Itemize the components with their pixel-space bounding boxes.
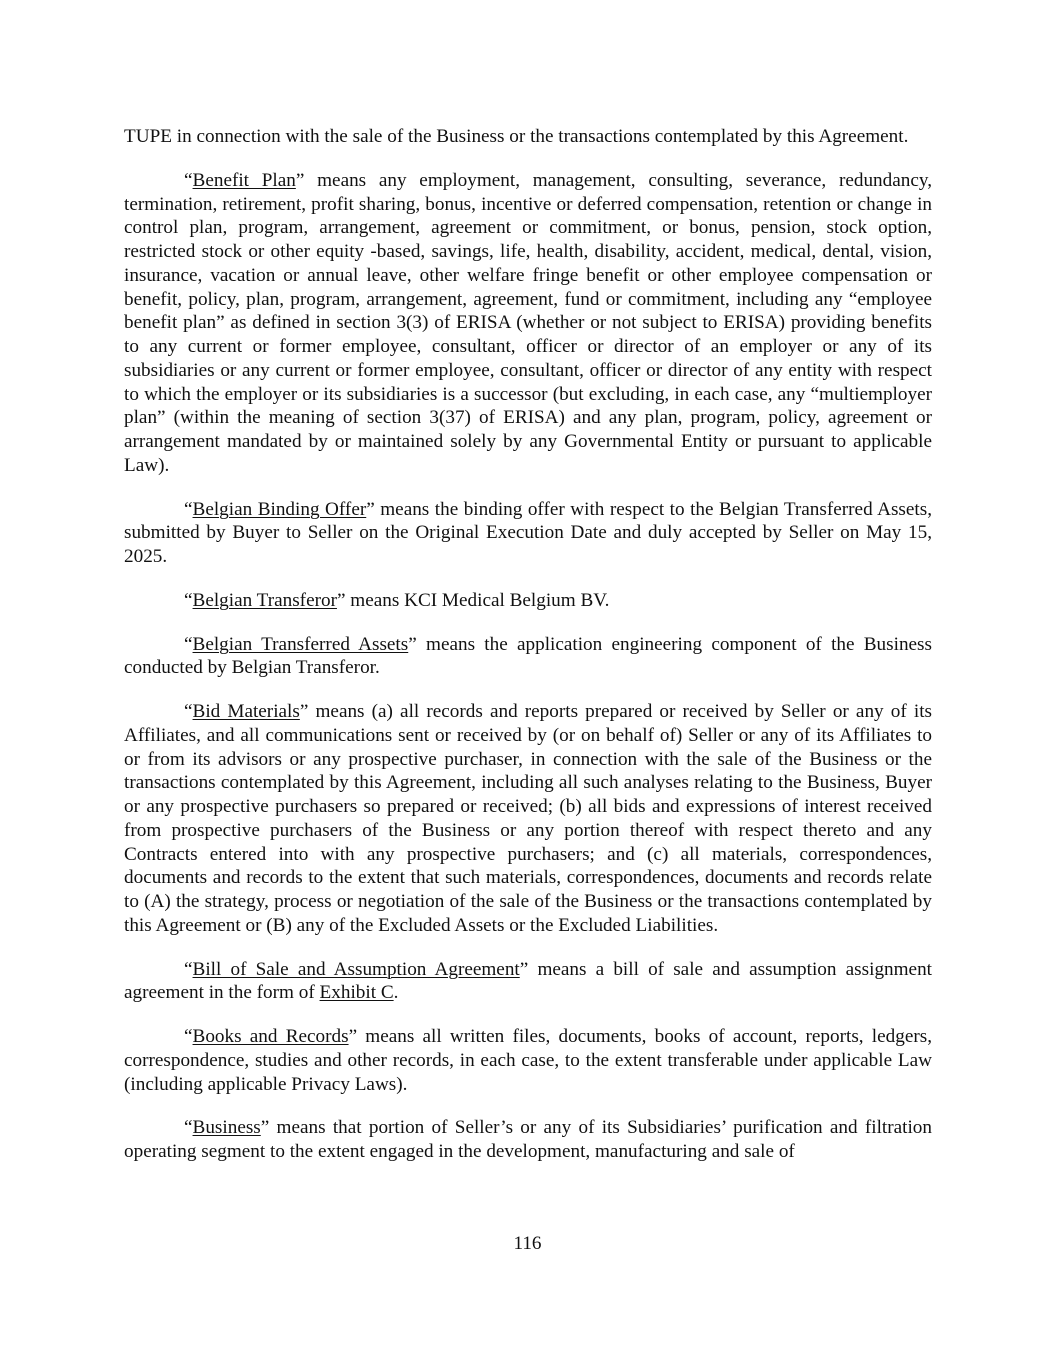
exhibit-c-link[interactable]: Exhibit C xyxy=(319,982,394,1004)
defined-term: Benefit Plan xyxy=(192,169,296,191)
document-page xyxy=(124,125,932,1184)
definition-body: means (a) all records and reports prepared or received by Seller or any of its Affiliates, and all communications sent or received by (or on behalf of) Seller or any of its Affiliates to or from its advisors or any prospective purchaser, in connection with the sale of the Business or the transactions contemplated by this Agreement, including all such analyses relating to the Business, Buyer or any prospective purchasers so prepared or received; (b) all bids and expressions of interest received from prospective purchasers of the Business or any portion thereof with respect thereto and any Contracts entered into with any prospective purchasers; and (c) all materials, correspondences, documents and records to the extent that such materials, correspondences, documents and records relate to (A) the strategy, process or negotiation of the sale of the Business or the transactions contemplated by this Agreement or (B) any of the Excluded Assets or the Excluded Liabilities. xyxy=(124,701,932,936)
definition-belgian-transferred-assets: “Belgian Transferred Assets” means the application engineering component of the Business conducted by Belgian Transferor. xyxy=(124,633,932,679)
definition-bill-of-sale: “Bill of Sale and Assumption Agreement” means a bill of sale and assumption assignment agreement in the form of Exhibit C. xyxy=(124,958,932,1004)
definition-body: means the binding offer with respect to the Belgian Transferred Assets, submitted by Buyer to Seller on the Original Execution Date and duly accepted by Seller on May 15, 2025. xyxy=(124,498,932,567)
defined-term: Books and Records xyxy=(192,1026,349,1047)
defined-term: Bid Materials xyxy=(192,701,300,722)
definition-body: means that portion of Seller’s or any of its Subsidiaries’ purification and filtration operating segment to the extent engaged in the development, manufacturing and sale of xyxy=(124,1117,932,1162)
defined-term: Belgian Transferor xyxy=(192,589,337,611)
definition-business: “Business” means that portion of Seller’s or any of its Subsidiaries’ purification and filtration operating segment to the extent engaged in the development, manufacturing and sale of xyxy=(124,1117,932,1162)
definition-body: means a bill of sale and assumption assignment agreement in the form of xyxy=(124,958,932,1004)
defined-term: Belgian Binding Offer xyxy=(192,498,367,520)
defined-term: Belgian Transferred Assets xyxy=(192,633,409,655)
definition-benefit-plan: “Benefit Plan” means any employment, management, consulting, severance, redundancy, termination, retirement, profit sharing, bonus, incentive or deferred compensation, retention or change in control plan, program, arrangement, agreement or commitment, or bonus, pension, stock option, restricted stock or other equity -based, savings, life, health, disability, accident, medical, dental, vision, insurance, vacation or annual leave, other welfare fringe benefit or other employee compensation or benefit, policy, plan, program, arrangement, agreement, fund or commitment, including any “employee benefit plan” as defined in section 3(3) of ERISA (whether or not subject to ERISA) providing benefits to any current or former employee, consultant, officer or director of an employer or any of its subsidiaries or any current or former employee, consultant, officer or director of any entity with respect to which the employer or its subsidiaries is a successor (but excluding, in each case, any “multiemployer plan” (within the meaning of section 3(37) of ERISA) and any plan, program, policy, agreement or arrangement mandated by or maintained solely by any Governmental Entity or pursuant to applicable Law). xyxy=(124,169,932,476)
definition-tail: . xyxy=(393,982,399,1004)
definition-bid-materials: “Bid Materials” means (a) all records and reports prepared or received by Seller or any of its Affiliates, and all communications sent or received by (or on behalf of) Seller or any of its Affiliates to or from its advisors or any prospective purchaser, in connection with the sale of the Business or the transactions contemplated by this Agreement, including all such analyses relating to the Business, Buyer or any prospective purchasers so prepared or received; (b) all bids and expressions of interest received from prospective purchasers of the Business or any portion thereof with respect thereto and any Contracts entered into with any prospective purchasers; and (c) all materials, correspondences, documents and records to the extent that such materials, correspondences, documents and records relate to (A) the strategy, process or negotiation of the sale of the Business or the transactions contemplated by this Agreement or (B) any of the Excluded Assets or the Excluded Liabilities. xyxy=(124,701,932,936)
defined-term: Business xyxy=(192,1117,261,1139)
definition-body: means any employment, management, consulting, severance, redundancy, termination, retirement, profit sharing, bonus, incentive or deferred compensation, retention or change in control plan, program, arrangement, agreement or commitment, or bonus, pension, stock option, restricted stock or other equity -based, savings, life, health, disability, accident, medical, dental, vision, insurance, vacation or annual leave, other welfare fringe benefit or other employee compensation or benefit, policy, plan, program, arrangement, agreement, fund or commitment, including any “employee benefit plan” as defined in section 3(3) of ERISA (whether or not subject to ERISA) providing benefits to any current or former employee, consultant, officer or director of an employer or any of its subsidiaries or any current or former employee, consultant, officer or director of any entity with respect to which the employer or its subsidiaries is a successor (but excluding, in each case, any “multiemployer plan” (within the meaning of section 3(37) of ERISA) and any plan, program, policy, agreement or arrangement mandated by or maintained solely by any Governmental Entity or pursuant to applicable Law). xyxy=(124,169,932,476)
definition-body: means the application engineering component of the Business conducted by Belgian Transferor. xyxy=(124,633,932,679)
definition-belgian-binding-offer: “Belgian Binding Offer” means the binding offer with respect to the Belgian Transferred Assets, submitted by Buyer to Seller on the Original Execution Date and duly accepted by Seller on May 15, 2025. xyxy=(124,498,932,567)
defined-term: Bill of Sale and Assumption Agreement xyxy=(192,958,520,980)
definition-body: means all written files, documents, books of account, reports, ledgers, correspondence, studies and other records, in each case, to the extent transferable under applicable Law (including applicable Privacy Laws). xyxy=(124,1026,932,1095)
definition-books-and-records: “Books and Records” means all written files, documents, books of account, reports, ledgers, correspondence, studies and other records, in each case, to the extent transferable under applicable Law (including applicable Privacy Laws). xyxy=(124,1026,932,1095)
page-number: 116 xyxy=(513,1233,542,1254)
definition-belgian-transferor: “Belgian Transferor” means KCI Medical Belgium BV. xyxy=(184,589,610,611)
definition-body: means KCI Medical Belgium BV. xyxy=(345,589,610,611)
continuation-paragraph: TUPE in connection with the sale of the Business or the transactions contemplated by this Agreement. xyxy=(124,126,909,147)
